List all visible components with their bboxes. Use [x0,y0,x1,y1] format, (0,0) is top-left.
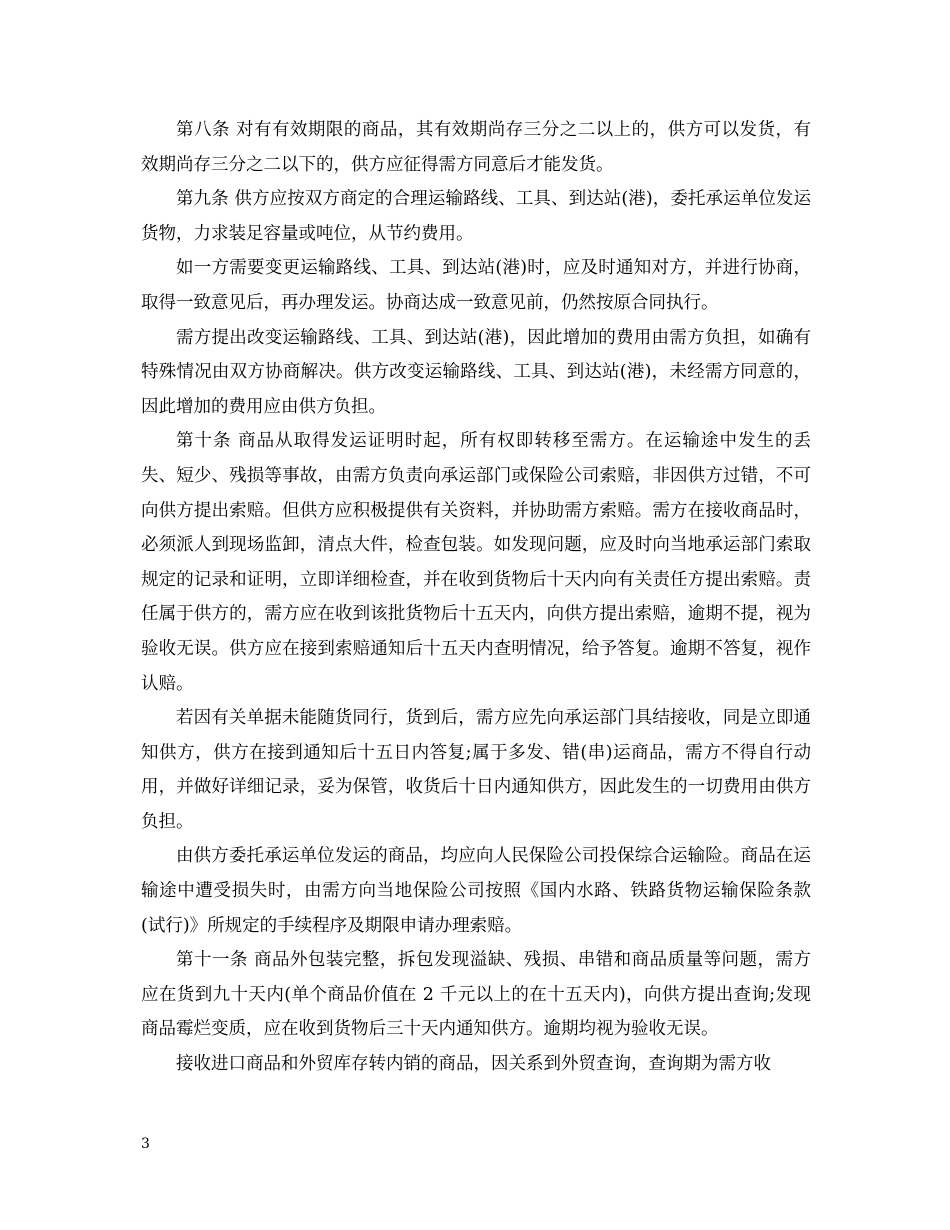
paragraph-import-goods: 接收进口商品和外贸库存转内销的商品，因关系到外贸查询，查询期为需方收 [176,1054,771,1075]
body-text [141,113,811,1082]
paragraph-route-cost: 需方提出改变运输路线、工具、到达站(港)，因此增加的费用由需方负担，如确有特殊情况由双方协商解决。供方改变运输路线、工具、到达站(港)，未经需方同意的，因此增加的费用应由供方负担。 [141,327,811,417]
paragraph-article-9: 第九条 供方应按双方商定的合理运输路线、工具、到达站(港)，委托承运单位发运货物，力求装足容量或吨位，从节约费用。 [141,189,811,244]
paragraph-insurance: 由供方委托承运单位发运的商品，均应向人民保险公司投保综合运输险。商品在运输途中遭受损失时，由需方向当地保险公司按照《国内水路、铁路货物运输保险条款(试行)》所规定的手续程序及期限申请办理索赔。 [141,846,811,936]
paragraph-article-11: 第十一条 商品外包装完整，拆包发现溢缺、残损、串错和商品质量等问题，需方应在货到九十天内(单个商品价值在 2 千元以上的在十五天内)，向供方提出查询;发现商品霉烂变质，应在收到货物后三十天内通知供方。逾期均视为验收无误。 [141,950,811,1040]
paragraph-article-8: 第八条 对有有效期限的商品，其有效期尚存三分之二以上的，供方可以发货，有效期尚存三分之二以下的，供方应征得需方同意后才能发货。 [141,120,811,175]
paragraph-route-change: 如一方需要变更运输路线、工具、到达站(港)时，应及时通知对方，并进行协商，取得一致意见后，再办理发运。协商达成一致意见前，仍然按原合同执行。 [141,258,811,313]
paragraph-article-10: 第十条 商品从取得发运证明时起，所有权即转移至需方。在运输途中发生的丢失、短少、残损等事故，由需方负责向承运部门或保险公司索赔，非因供方过错，不可向供方提出索赔。但供方应积极提供有关资料，并协助需方索赔。需方在接收商品时，必须派人到现场监卸，清点大件，检查包装。如发现问题，应及时向当地承运部门索取规定的记录和证明，立即详细检查，并在收到货物后十天内向有关责任方提出索赔。责任属于供方的，需方应在收到该批货物后十五天内，向供方提出索赔，逾期不提，视为验收无误。供方应在接到索赔通知后十五天内查明情况，给予答复。逾期不答复，视作认赔。 [141,431,811,694]
paragraph-missing-documents: 若因有关单据未能随货同行，货到后，需方应先向承运部门具结接收，同是立即通知供方，供方在接到通知后十五日内答复;属于多发、错(串)运商品，需方不得自行动用，并做好详细记录，妥为保管，收货后十日内通知供方，因此发生的一切费用由供方负担。 [141,708,811,832]
page-number: 3 [141,1136,150,1152]
